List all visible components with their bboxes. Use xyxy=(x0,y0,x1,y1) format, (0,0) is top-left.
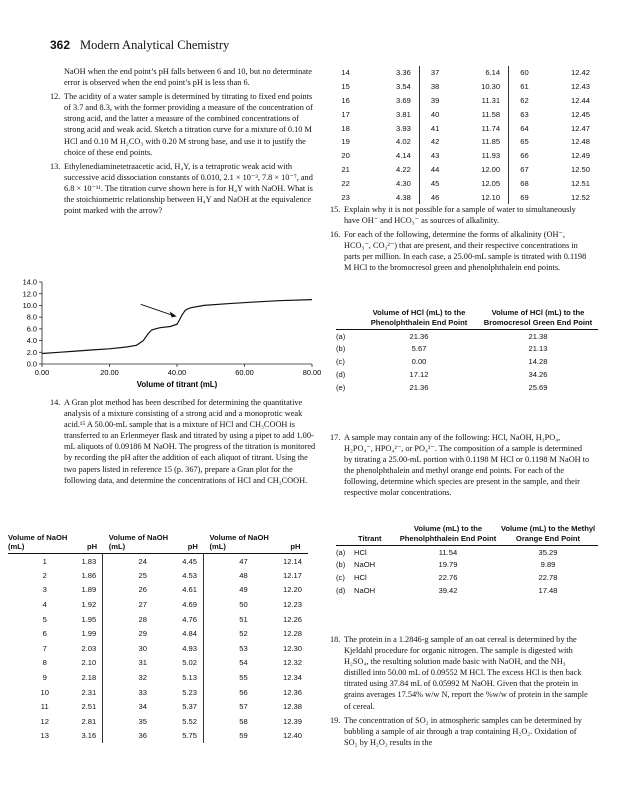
alkalinity-table xyxy=(336,308,598,393)
table-cell: 49 xyxy=(239,585,248,595)
table-row xyxy=(8,699,308,714)
table-cell: 9.89 xyxy=(540,560,556,570)
table-cell: 25 xyxy=(138,570,147,580)
table-cell: 12.40 xyxy=(282,731,302,741)
table-cell: (b) xyxy=(336,344,346,354)
table-cell: 2.81 xyxy=(81,714,102,729)
table-cell: 12.42 xyxy=(570,68,590,78)
table-cell: 55 xyxy=(239,673,248,683)
table-cell: (e) xyxy=(336,382,346,392)
table-cell: 36 xyxy=(138,731,147,741)
problem-text: A Gran plot method has been described for determining the quantitative analysis of a mixture consisting of a strong acid and a monoprotic weak acid.¹⁵ A 50.00-mL sample that is a mixture of HCl and CH₃COOH is transferred to an Erlenmeyer flask and titrated by using a pipet to add 1.00-mL aliquots of 0.09186 M NaOH. The progress of the titration is monitored by recording the pH after the addition of each aliquot of titrant. Using the two papers listed in reference 15 (p. 367), prepare a Gran plot for the following data, and determine the concentrations of HCl and CH₃COOH. xyxy=(64,398,316,485)
table-cell: 12.20 xyxy=(282,585,302,595)
table-cell: 12.10 xyxy=(481,192,501,202)
table-cell: 1.92 xyxy=(81,597,102,612)
table-row xyxy=(8,685,308,700)
column-header: Volume (mL) to the Phenolphthalein End Point xyxy=(398,524,498,546)
table-cell: 29 xyxy=(138,629,147,639)
table-cell: 2.10 xyxy=(81,656,102,671)
table-cell: 32 xyxy=(138,673,147,683)
table-cell: 8 xyxy=(42,658,47,668)
table-cell: 25.69 xyxy=(528,382,548,392)
problem-12 xyxy=(50,91,318,158)
table-cell: 37 xyxy=(419,66,450,80)
column-header: Volume of NaOH (mL) xyxy=(8,533,81,554)
table-cell: 11.74 xyxy=(481,123,501,133)
problem-number: 13. xyxy=(50,161,61,171)
table-cell: 58 xyxy=(239,716,248,726)
table-row xyxy=(8,641,308,656)
column-header: pH xyxy=(182,533,203,554)
table-cell: 56 xyxy=(239,687,248,697)
table-cell: 57 xyxy=(239,702,248,712)
table-cell: 12.52 xyxy=(570,192,590,202)
y-tick-label: 12.0 xyxy=(22,289,37,299)
problem-13 xyxy=(50,161,318,216)
table-cell: 2.18 xyxy=(81,670,102,685)
table-cell: 5.23 xyxy=(182,685,203,700)
table-cell: 6 xyxy=(42,629,47,639)
table-cell: 1.89 xyxy=(81,583,102,598)
table-cell: 21 xyxy=(341,164,350,174)
table-cell: 34 xyxy=(138,702,147,712)
table-row xyxy=(8,597,308,612)
x-tick-label: 20.00 xyxy=(100,368,119,377)
problem-number: 12. xyxy=(50,92,61,102)
table-cell: 11.85 xyxy=(481,137,501,147)
table-cell: 3 xyxy=(42,585,47,595)
table-cell: 12.39 xyxy=(282,716,302,726)
table-cell: 7 xyxy=(42,643,47,653)
problem-text: Explain why it is not possible for a sample of water to simultaneously have OH⁻ and HCO₃⁻ as sources of alkalinity. xyxy=(344,205,576,226)
table-row xyxy=(330,190,598,204)
table-row xyxy=(8,626,308,641)
table-cell: 1.95 xyxy=(81,612,102,627)
table-cell: 65 xyxy=(509,135,540,149)
column-header: Volume of NaOH (mL) xyxy=(103,533,182,554)
titrant-name: NaOH xyxy=(354,560,376,570)
table-cell: 4.30 xyxy=(396,178,411,188)
problem-text: The protein in a 1.2846-g sample of an oat cereal is determined by the Kjeldahl procedure for organic nitrogen. The sample is digested with H₂SO₄, the resulting solution made basic with NaOH, and the NH₃ distilled into 50.00 mL of 0.09552 M HCl. The excess HCl is then back titrated using 37.84 mL of 0.05992 M NaOH. Given that the protein in grains averages 17.54% w/w N, report the %w/w of protein in the sample of cereal. xyxy=(344,635,588,711)
table-cell: 4.22 xyxy=(396,164,411,174)
y-tick-label: 0.0 xyxy=(26,359,37,369)
table-cell: 5.75 xyxy=(182,729,203,744)
table-cell: 39 xyxy=(419,94,450,108)
table-row xyxy=(336,330,598,343)
y-tick-label: 14.0 xyxy=(22,278,37,287)
problem-number: 16. xyxy=(330,230,341,240)
table-cell xyxy=(336,546,398,559)
table-row xyxy=(336,368,598,381)
table-row xyxy=(8,568,308,583)
table-row xyxy=(336,558,598,571)
table-cell: 44 xyxy=(419,163,450,177)
table-cell: 12.32 xyxy=(282,658,302,668)
table-cell: 51 xyxy=(239,614,248,624)
column-header: Volume of HCl (mL) to the Bromocresol Green End Point xyxy=(478,308,598,330)
chart-tick-labels xyxy=(23,278,322,377)
table-cell: 46 xyxy=(419,190,450,204)
table-cell: 12.26 xyxy=(282,614,302,624)
table-cell: 11.54 xyxy=(438,547,458,557)
table-row xyxy=(330,66,598,80)
table-cell: 4.02 xyxy=(396,137,411,147)
problem-text: A sample may contain any of the following: HCl, NaOH, H₃PO₄, H₂PO₄⁻, HPO₄²⁻, or PO₄³⁻. The composition of a sample is determined by titrating a 25.00-mL portion with 0.1198 M HCl or 0.1198 M NaOH to the phenolphthalein and methyl orange end points. For each of the following, determine which species are present in the sample, and their respective molar concentrations. xyxy=(344,433,590,498)
table-row xyxy=(8,729,308,744)
problem-text: The concentration of SO₂ in atmospheric samples can be determined by bubbling a sample of air through a trap containing H₂O₂. Oxidation of SO₂ by H₂O₂ results in the xyxy=(344,715,582,747)
table-cell: 9 xyxy=(42,673,47,683)
table-cell: 15 xyxy=(341,82,350,92)
table-cell: 21.36 xyxy=(409,382,429,392)
table-cell: (d) xyxy=(336,369,346,379)
problem-text: Ethylenediaminetetraacetic acid, H₄Y, is a tetraprotic weak acid with successive acid dissociation constants of 0.010, 2.1 × 10⁻³, 7.8 × 10⁻⁷, and 6.8 × 10⁻¹¹. The titration curve shown here is for H₄Y with NaOH. What is the stoichiometric relationship between H₄Y and NaOH at the equivalence point marked with the arrow? xyxy=(64,161,313,216)
problem-18 xyxy=(330,634,590,712)
table-cell: 1.83 xyxy=(81,554,102,569)
table-row xyxy=(336,546,598,559)
table-cell: 12.48 xyxy=(570,137,590,147)
y-tick-label: 6.0 xyxy=(26,324,37,334)
table-row xyxy=(330,107,598,121)
table-row xyxy=(8,656,308,671)
page-number: 362 xyxy=(50,38,71,52)
titrant-table xyxy=(336,524,598,597)
table-cell: 21.36 xyxy=(409,331,429,341)
table-cell: 4.53 xyxy=(182,568,203,583)
y-tick-label: 2.0 xyxy=(26,347,37,357)
table-row xyxy=(8,670,308,685)
table-cell: 14 xyxy=(341,68,350,78)
table-cell: 52 xyxy=(239,629,248,639)
table-cell: 12.05 xyxy=(481,178,501,188)
table-row xyxy=(330,135,598,149)
table-cell: 22.76 xyxy=(438,572,458,582)
table-cell: 12.36 xyxy=(282,687,302,697)
table-row xyxy=(8,583,308,598)
table-cell: 30 xyxy=(138,643,147,653)
table-cell: 12.38 xyxy=(282,702,302,712)
table-cell: 62 xyxy=(509,94,540,108)
table-cell: 12.34 xyxy=(282,673,302,683)
table-cell: 12.43 xyxy=(570,82,590,92)
gran-data-table xyxy=(8,533,308,743)
table-cell: 17 xyxy=(341,109,350,119)
table-cell: 35 xyxy=(138,716,147,726)
table-cell: 12.51 xyxy=(570,178,590,188)
table-cell: 4.14 xyxy=(396,151,411,161)
table-cell: 28 xyxy=(138,614,147,624)
table-cell: 4.45 xyxy=(182,554,203,569)
table-cell: 2 xyxy=(42,570,47,580)
problem-text: The acidity of a water sample is determined by titrating to fixed end points of 3.7 and 8.3, with the former providing a measure of the concentration of strong acid, and the latter a measure of the combined concentrations of strong acid and weak acid. Sketch a titration curve for a mixture of 0.10 M HCl and 0.10 M H₂CO₃ with 0.20 M strong base, and use it to justify the choice of these end points. xyxy=(64,92,313,157)
table-cell: 14.28 xyxy=(528,356,548,366)
row-label: (a) xyxy=(336,547,346,557)
table-cell: 12.47 xyxy=(570,123,590,133)
table-cell xyxy=(336,558,398,571)
x-tick-label: 60.00 xyxy=(235,368,254,377)
table-cell: 50 xyxy=(239,600,248,610)
table-cell: 42 xyxy=(419,135,450,149)
table-cell: 11.93 xyxy=(481,151,501,161)
arrow-head xyxy=(170,311,177,317)
table-cell: 1.99 xyxy=(81,626,102,641)
table-cell: 61 xyxy=(509,80,540,94)
table-cell: 45 xyxy=(419,176,450,190)
table-cell: 3.69 xyxy=(396,95,411,105)
table-cell: 12.17 xyxy=(282,570,302,580)
table-cell: 60 xyxy=(509,66,540,80)
table-cell: 31 xyxy=(138,658,147,668)
table-cell: 20 xyxy=(341,151,350,161)
table-cell: 22.78 xyxy=(538,572,558,582)
table-cell: 12.50 xyxy=(570,164,590,174)
titration-curve-line xyxy=(42,300,312,354)
table-cell: 24 xyxy=(138,556,147,566)
problem-17 xyxy=(330,432,590,499)
table-cell: 4.69 xyxy=(182,597,203,612)
table-cell: 68 xyxy=(509,176,540,190)
table-cell: 10.30 xyxy=(481,82,501,92)
y-tick-label: 8.0 xyxy=(26,312,37,322)
table-cell: 3.93 xyxy=(396,123,411,133)
table-cell: 4.61 xyxy=(182,583,203,598)
table-cell: (c) xyxy=(336,356,345,366)
x-tick-label: 0.00 xyxy=(34,368,50,377)
left-column xyxy=(50,66,318,219)
table-cell: 5.67 xyxy=(411,344,427,354)
table-cell: 41 xyxy=(419,121,450,135)
row-label: (d) xyxy=(336,585,346,595)
titrant-name: HCl xyxy=(354,547,367,557)
table-cell: 12.45 xyxy=(570,109,590,119)
table-cell: 0.00 xyxy=(411,356,427,366)
table-cell: 43 xyxy=(419,149,450,163)
table-cell: 12.49 xyxy=(570,151,590,161)
problem-number: 14. xyxy=(50,398,61,407)
table-cell: 4.84 xyxy=(182,626,203,641)
column-header: Titrant xyxy=(336,524,398,546)
table-row xyxy=(336,342,598,355)
page-header xyxy=(50,38,229,53)
table-cell xyxy=(336,571,398,584)
table-cell: 22 xyxy=(341,178,350,188)
table-cell: 10 xyxy=(40,687,49,697)
table-row xyxy=(336,571,598,584)
arrow-shaft xyxy=(141,304,173,315)
column-header: Volume of NaOH (mL) xyxy=(204,533,283,554)
table-cell: 5.13 xyxy=(182,670,203,685)
table-cell: 19 xyxy=(341,137,350,147)
table-cell: 5 xyxy=(42,614,47,624)
table-cell: 67 xyxy=(509,163,540,177)
table-cell: 5.37 xyxy=(182,699,203,714)
table-cell: 59 xyxy=(239,731,248,741)
table-cell: 1.86 xyxy=(81,568,102,583)
table-cell: 11.31 xyxy=(481,95,501,105)
table-cell: 4.76 xyxy=(182,612,203,627)
table-cell: 26 xyxy=(138,585,147,595)
problem-number: 18. xyxy=(330,635,341,644)
equivalence-point-arrow xyxy=(141,304,177,317)
table-cell: 12.44 xyxy=(570,95,590,105)
table-row xyxy=(336,355,598,368)
table-row xyxy=(330,149,598,163)
table-cell: 19.79 xyxy=(438,560,458,570)
column-header: Volume (mL) to the Methyl Orange End Point xyxy=(498,524,598,546)
table-cell: 16 xyxy=(341,95,350,105)
table-cell: 18 xyxy=(341,123,350,133)
table-cell: 12.00 xyxy=(481,164,501,174)
problem-15 xyxy=(330,204,590,226)
table-cell: 6.14 xyxy=(485,68,501,78)
table-cell: 33 xyxy=(138,687,147,697)
table-cell: 12.14 xyxy=(282,556,302,566)
table-cell: 2.31 xyxy=(81,685,102,700)
problem-14 xyxy=(50,397,318,486)
table-cell: 53 xyxy=(239,643,248,653)
table-cell: 2.51 xyxy=(81,699,102,714)
table-cell: 3.36 xyxy=(396,68,411,78)
table-cell: 63 xyxy=(509,107,540,121)
table-cell xyxy=(336,584,398,597)
x-axis-label: Volume of titrant (mL) xyxy=(136,380,218,389)
table-cell: 4.93 xyxy=(182,641,203,656)
row-label: (c) xyxy=(336,572,345,582)
table-row xyxy=(336,381,598,394)
table-cell: 12 xyxy=(40,716,49,726)
titration-curve-chart xyxy=(6,278,336,390)
table-cell: 17.12 xyxy=(409,369,429,379)
table-cell: 12.23 xyxy=(282,600,302,610)
right-column-lower xyxy=(330,634,590,751)
problem-text: For each of the following, determine the forms of alkalinity (OH⁻, HCO₃⁻, CO₃²⁻) that are present, and their respective concentrations in parts per million. In each case, a 25.00-mL sample is titrated with 0.1198 M HCl to the bromocresol green and phenolphthalein end points. xyxy=(344,230,587,273)
table-cell: 35.29 xyxy=(538,547,558,557)
left-column-lower xyxy=(50,397,318,489)
table-cell: 69 xyxy=(509,190,540,204)
right-column-middle xyxy=(330,432,590,502)
table-cell: 38 xyxy=(419,80,450,94)
table-cell: 3.16 xyxy=(81,729,102,744)
table-row xyxy=(330,94,598,108)
column-header: Volume of HCl (mL) to the Phenolphthalein End Point xyxy=(360,308,478,330)
table-row xyxy=(330,121,598,135)
problem-number: 17. xyxy=(330,433,341,442)
table-cell: 1 xyxy=(42,556,47,566)
table-cell: 39.42 xyxy=(438,585,458,595)
table-cell: 5.02 xyxy=(182,656,203,671)
table-cell: 11 xyxy=(40,702,49,712)
table-cell: 13 xyxy=(40,731,49,741)
column-header: pH xyxy=(283,533,308,554)
table-cell: 47 xyxy=(239,556,248,566)
table-row xyxy=(8,714,308,729)
right-column-upper xyxy=(330,204,590,277)
table-cell: 48 xyxy=(239,570,248,580)
table-cell: 3.81 xyxy=(396,109,411,119)
table-cell: 12.30 xyxy=(282,643,302,653)
column-header: pH xyxy=(81,533,102,554)
table-row xyxy=(330,176,598,190)
y-tick-label: 10.0 xyxy=(22,301,37,311)
problem-number: 19. xyxy=(330,715,341,725)
x-tick-label: 80.00 xyxy=(302,368,322,377)
column-header xyxy=(336,308,360,330)
table-cell: 11.58 xyxy=(481,109,501,119)
titrant-name: HCl xyxy=(354,572,367,582)
table-cell: 66 xyxy=(509,149,540,163)
gran-data-table-continued xyxy=(330,66,598,204)
table-cell: 17.48 xyxy=(538,585,558,595)
table-cell: 5.52 xyxy=(182,714,203,729)
x-tick-label: 40.00 xyxy=(167,368,187,377)
table-cell: 3.54 xyxy=(396,82,411,92)
table-row xyxy=(8,554,308,569)
problem-19 xyxy=(330,715,590,748)
table-cell: 12.28 xyxy=(282,629,302,639)
table-cell: (a) xyxy=(336,331,346,341)
table-cell: 34.26 xyxy=(528,369,548,379)
table-row xyxy=(330,80,598,94)
table-row xyxy=(336,584,598,597)
table-cell: 54 xyxy=(239,658,248,668)
table-cell: 4.38 xyxy=(396,192,411,202)
problem-11-continuation: NaOH when the end point’s pH falls between 6 and 10, but no determinate error is observed when the end point’s pH is less than 6. xyxy=(64,67,312,88)
titrant-name: NaOH xyxy=(354,585,376,595)
table-cell: 27 xyxy=(138,600,147,610)
problem-16 xyxy=(330,229,590,273)
row-label: (b) xyxy=(336,560,346,570)
table-cell: 23 xyxy=(341,192,350,202)
y-tick-label: 4.0 xyxy=(26,336,37,346)
table-cell: 40 xyxy=(419,107,450,121)
table-row xyxy=(8,612,308,627)
table-cell: 64 xyxy=(509,121,540,135)
table-cell: 4 xyxy=(42,600,47,610)
table-row xyxy=(330,163,598,177)
running-title: Modern Analytical Chemistry xyxy=(80,38,230,52)
table-cell: 21.13 xyxy=(528,344,548,354)
problem-number: 15. xyxy=(330,205,341,214)
table-cell: 2.03 xyxy=(81,641,102,656)
table-cell: 21.38 xyxy=(528,331,548,341)
